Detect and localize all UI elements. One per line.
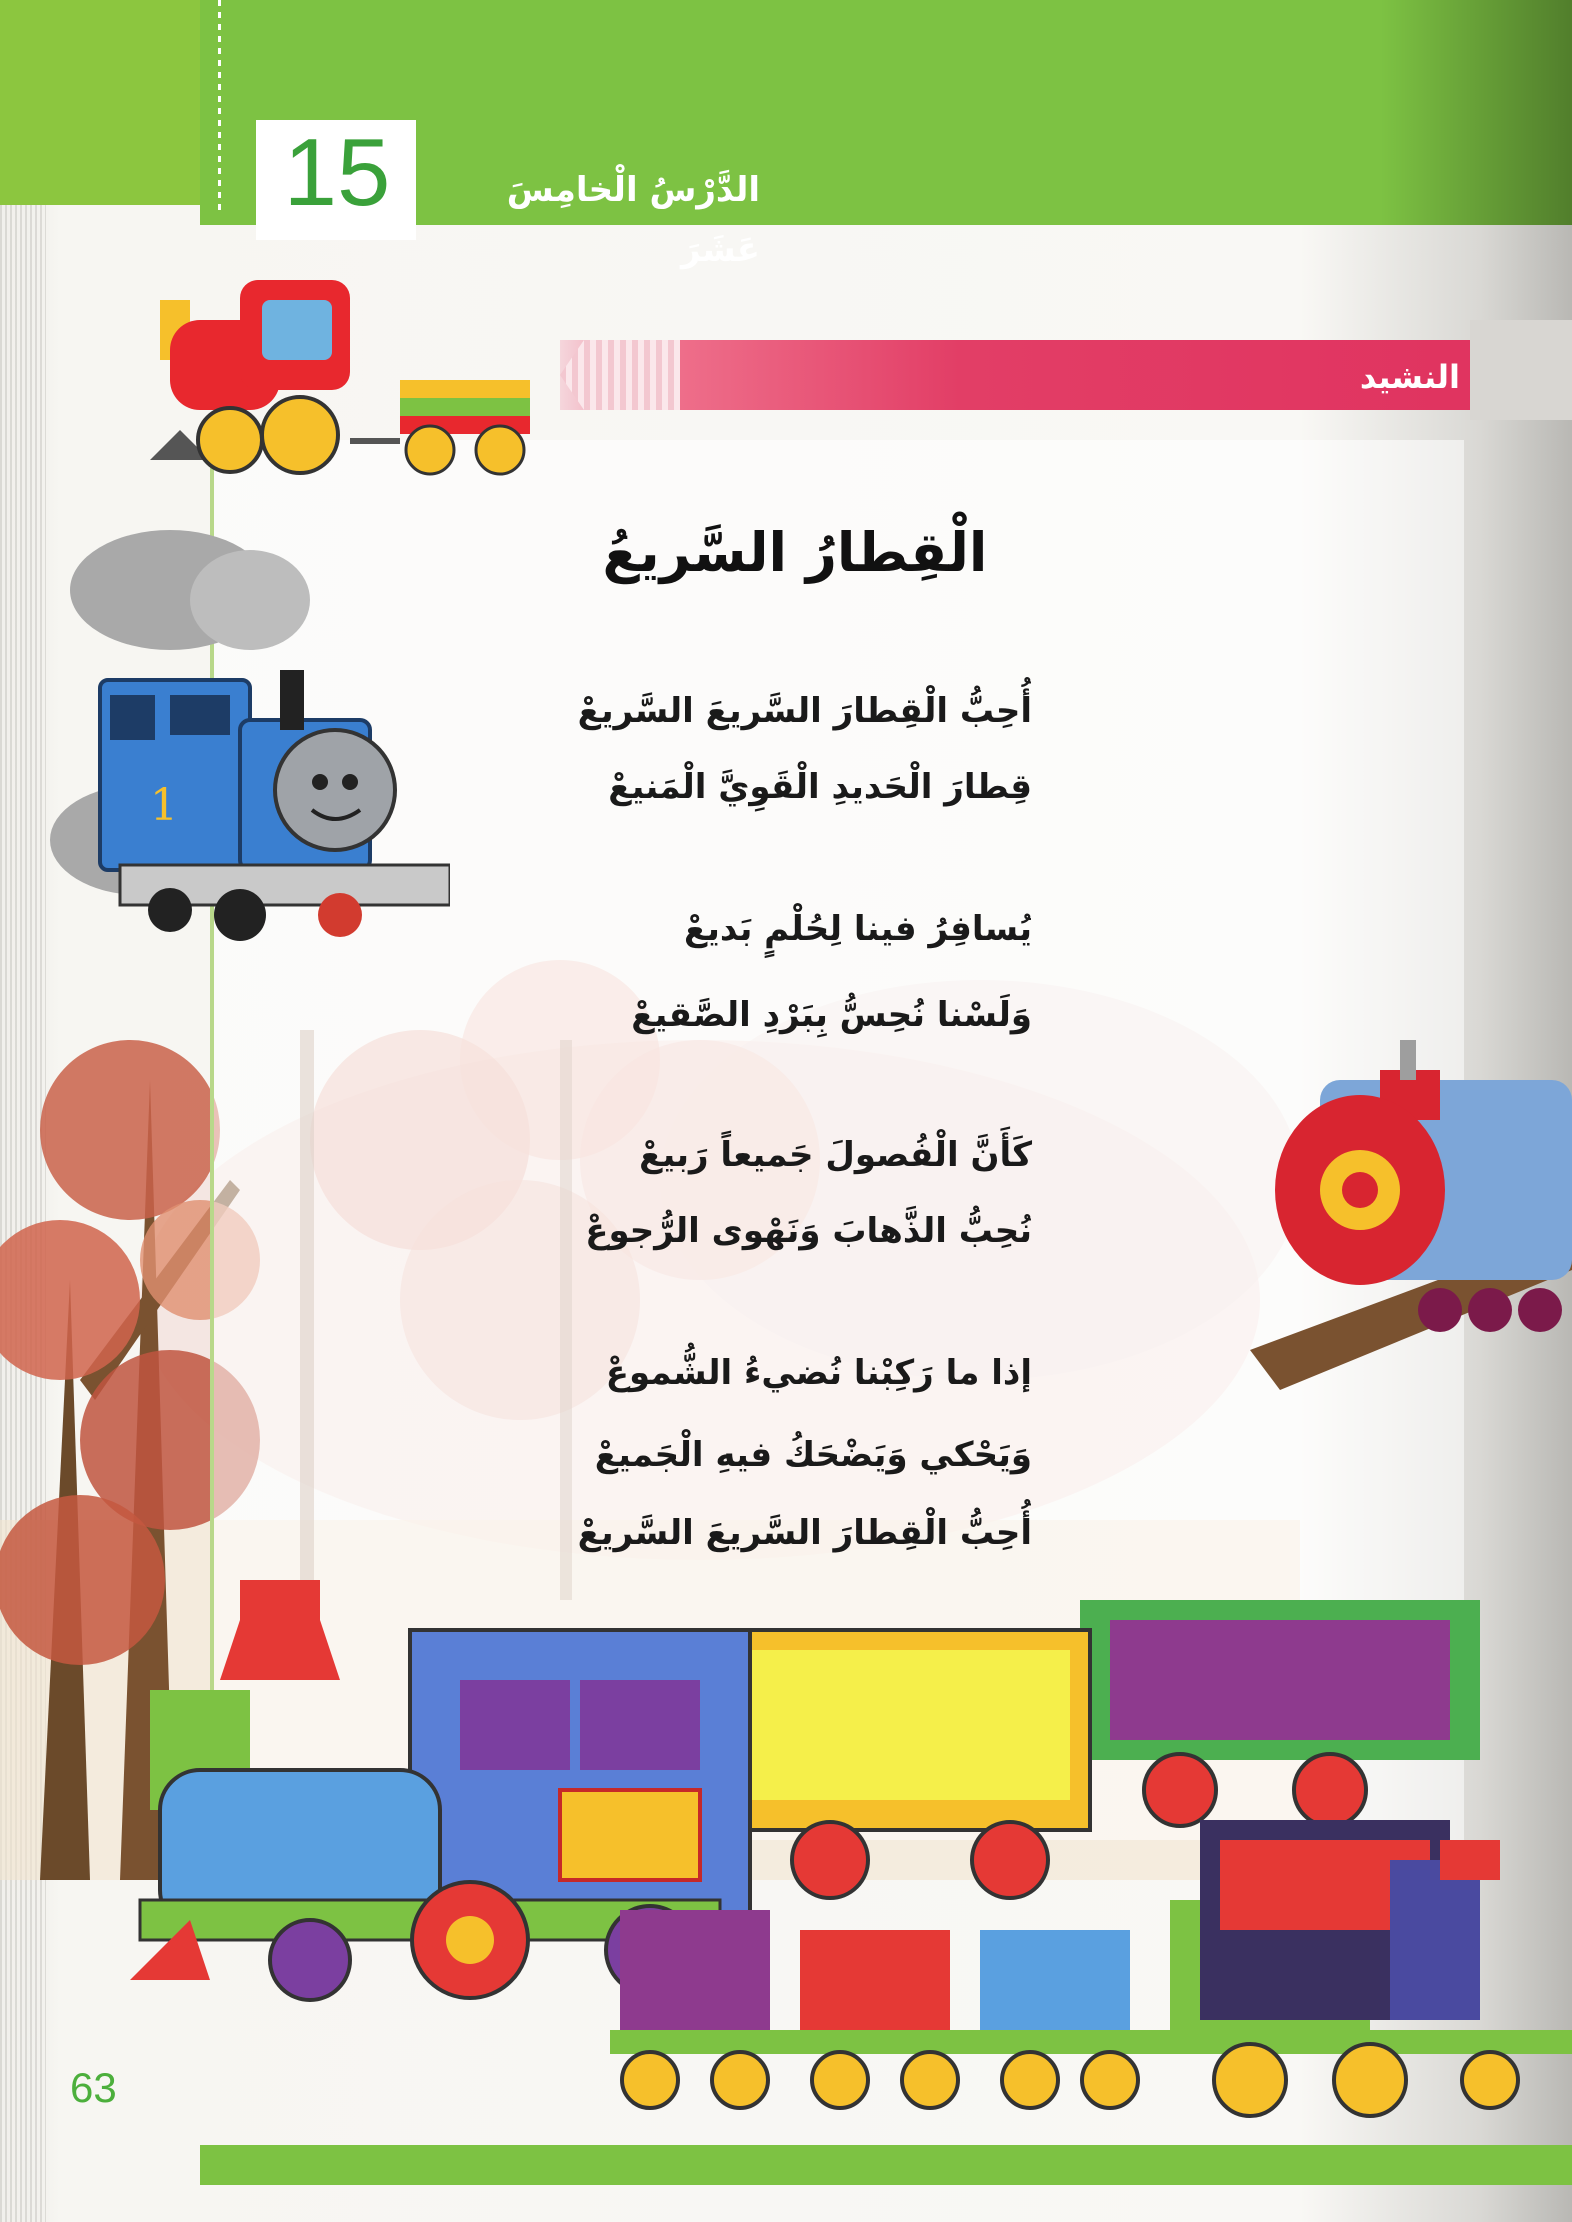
poem-verse: كَأَنَّ الْفُصولَ جَميعاً رَبيعْ: [639, 1135, 1032, 1175]
small-train-illustration: [610, 1800, 1572, 2160]
section-label: النشيد: [1359, 358, 1460, 396]
poem-verse: أُحِبُّ الْقِطارَ السَّريعَ السَّريعْ: [577, 691, 1032, 731]
ribbon-edge: [1470, 320, 1572, 420]
footer-band: [200, 2145, 1572, 2185]
blue-engine-illustration: [50, 520, 450, 950]
poem-verse: إذا ما رَكِبْنا نُضيءُ الشُّموعْ: [605, 1353, 1032, 1393]
lesson-title: الدَّرْسُ الْخامِسَ عَشَرَ: [506, 170, 760, 270]
header-stitch: [218, 0, 221, 210]
poem-verse: يُسافِرُ فينا لِحُلْمٍ بَديعْ: [683, 909, 1032, 949]
poem-verse: قِطارَ الْحَديدِ الْقَوِيَّ الْمَنيعْ: [608, 767, 1032, 807]
poem-verse: وَلَسْنا نُحِسُّ بِبَرْدِ الصَّقيعْ: [631, 995, 1032, 1035]
page-number: 63: [70, 2064, 117, 2111]
poem-verse: أُحِبُّ الْقِطارَ السَّريعَ السَّريعْ: [577, 1513, 1032, 1553]
poem-verse: وَيَحْكي وَيَضْحَكُ فيهِ الْجَميعْ: [594, 1435, 1032, 1475]
poem-title: الْقِطارُ السَّريعُ: [602, 521, 988, 584]
engine-on-track-illustration: [1240, 1010, 1572, 1390]
poem-verse: نُحِبُّ الذَّهابَ وَنَهْوى الرُّجوعْ: [585, 1211, 1032, 1251]
lesson-number: 15: [283, 119, 391, 226]
toy-train-icon: [150, 270, 550, 480]
ribbon-tail: [560, 340, 680, 410]
engine-number: 1: [150, 780, 178, 831]
header-left-band: [0, 0, 200, 205]
header-shade: [1380, 0, 1572, 225]
